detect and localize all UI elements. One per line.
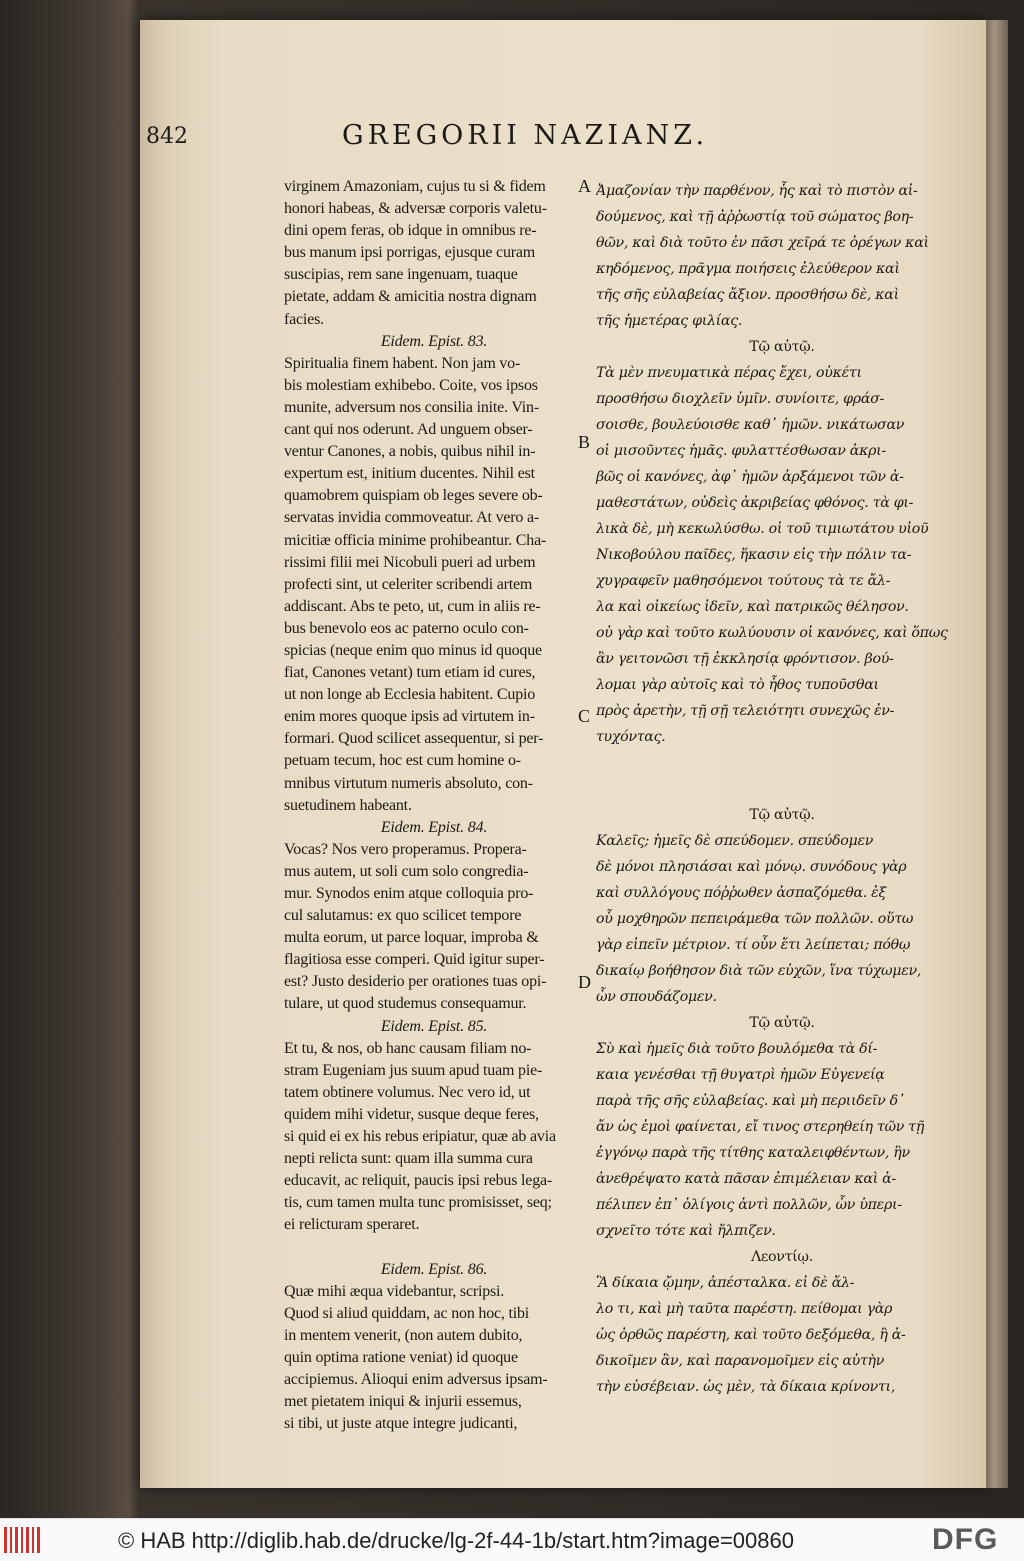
text-line: πέλιπεν ἐπ᾽ ὀλίγοις ἀντὶ πολλῶν, ὧν ὑπερι-: [596, 1197, 902, 1213]
text-line: bus manum ipsi porrigas, ejusque curam: [284, 244, 536, 262]
text-line: λικὰ δὲ, μὴ κεκωλύσθω. οἱ τοῦ τιμιωτάτου υἱοῦ: [596, 521, 929, 537]
text-line: quamobrem quispiam ob leges severe ob-: [284, 487, 543, 505]
text-line: spicias (neque enim quo minus id quoque: [284, 641, 542, 659]
text-line: quidem mihi videtur, susque deque feres,: [284, 1105, 539, 1123]
text-line: ei relicturam speraret.: [284, 1216, 420, 1234]
viewer-footer: [0, 1518, 1024, 1561]
text-line: πρὸς ἀρετὴν, τῇ σῇ τελειότητι συνεχῶς ἐν-: [596, 703, 895, 719]
text-line: tatem obtinere volumus. Nec vero id, ut: [284, 1083, 531, 1101]
page-edge: [986, 20, 1008, 1488]
text-line: οὐ γὰρ καὶ τοῦτο κωλύουσιν οἱ κανόνες, καὶ ὅπως: [596, 625, 948, 641]
text-line: [284, 1237, 584, 1259]
letter-heading: Τῷ αὐτῷ.: [749, 1015, 815, 1031]
text-line: in mentem venerit, (non autem dubito,: [284, 1326, 523, 1344]
text-line: tis, cum tamen multa tunc promisisset, seq;: [284, 1194, 552, 1212]
text-line: micitiæ officia minime prohibeantur. Cha-: [284, 531, 547, 549]
copyright-link[interactable]: © HAB http://diglib.hab.de/drucke/lg-2f-44-1b/start.htm?image=00860: [118, 1528, 794, 1553]
text-line: est? Justo desiderio per orationes tuas opi-: [284, 973, 547, 991]
text-line: τῆς ἡμετέρας φιλίας.: [596, 313, 743, 329]
text-line: cant qui nos oderunt. Ad unguem obser-: [284, 421, 533, 439]
margin-marker-b: B: [578, 432, 591, 452]
text-line: virginem Amazoniam, cujus tu si & fidem: [284, 178, 546, 195]
text-line: βῶς οἱ κανόνες, ἀφ᾽ ἡμῶν ἀρξάμενοι τῶν ἀ-: [596, 469, 904, 485]
page-number: 842: [146, 124, 188, 149]
text-line: flagitiosa esse comperi. Quid igitur super-: [284, 951, 545, 969]
text-line: τὴν εὐσέβειαν. ὡς μὲν, τὰ δίκαια κρίνοντι,: [596, 1379, 896, 1395]
letter-heading: Eidem. Epist. 86.: [380, 1260, 488, 1278]
text-line: rissimi filii mei Nicobuli pueri ad urbem: [284, 553, 536, 571]
text-line: μαθεστάτων, οὐδεὶς ἀκριβείας φθόνος. τὰ φι-: [596, 495, 914, 511]
running-title: GREGORII NAZIANZ.: [342, 120, 709, 151]
text-line: Quæ mihi æqua videbantur, scripsi.: [284, 1282, 505, 1300]
text-line: suscipias, rem sane ingenuam, tuaque: [284, 266, 518, 284]
text-line: παρὰ τῆς σῆς εὐλαβείας. καὶ μὴ περιιδεῖν δ᾽: [596, 1093, 905, 1109]
text-line: δικοῖμεν ἂν, καὶ παρανομοῖμεν εἰς αὐτὴν: [596, 1353, 885, 1369]
text-line: petuam tecum, hoc est cum homine o-: [284, 752, 521, 770]
text-line: fiat, Canones vetant) tum etiam id cures,: [284, 664, 536, 682]
text-line: si tibi, ut juste atque integre judicanti,: [284, 1415, 518, 1433]
text-line: pietate, addam & amicitia nostra dignam: [284, 288, 537, 306]
letter-heading: Λεοντίῳ.: [751, 1249, 813, 1265]
text-line: λο τι, καὶ μὴ ταῦτα παρέστη. πείθομαι γὰρ: [596, 1301, 893, 1317]
text-line: munite, adversum nos consilia inite. Vin-: [284, 398, 539, 416]
text-line: tulare, ut quod studemus consequamur.: [284, 995, 527, 1013]
text-line: Ἀμαζονίαν τὴν παρθένον, ἧς καὶ τὸ πιστὸν αἰ-: [596, 183, 918, 199]
text-line: λα καὶ οἰκείως ἰδεῖν, καὶ πατρικῶς θέλησον.: [596, 599, 909, 615]
page-header: [146, 118, 786, 158]
text-line: Ἃ δίκαια ᾤμην, ἀπέσταλκα. εἰ δὲ ἄλ-: [596, 1275, 855, 1291]
text-line: τῆς σῆς εὐλαβείας ἄξιον. προσθήσω δὲ, καὶ: [596, 287, 899, 303]
text-line: expertum est, initium ducentes. Nihil est: [284, 465, 535, 483]
text-line: λομαι γὰρ αὐτοῖς καὶ τὸ ἦθος τυποῦσθαι: [596, 677, 879, 693]
text-line: accipiemus. Alioqui enim adversus ipsam-: [284, 1371, 548, 1389]
text-line: facies.: [284, 310, 324, 328]
text-line: ὡς ὀρθῶς παρέστη, καὶ τοῦτο δεξόμεθα, ἢ ἀ-: [596, 1327, 906, 1343]
text-line: δὲ μόνοι πλησιάσαι καὶ μόνῳ. συνόδους γὰρ: [596, 859, 907, 875]
text-line: profecti sint, ut celeriter scribendi artem: [284, 575, 533, 593]
text-line: γὰρ εἰπεῖν μέτριον. τί οὖν ἔτι λείπεται; πόθῳ: [596, 937, 911, 953]
hab-logo-icon: [4, 1527, 40, 1553]
latin-column: [284, 176, 584, 1435]
text-line: Spiritualia finem habent. Non jam vo-: [284, 354, 521, 372]
text-line: addiscant. Abs te peto, ut, cum in aliis re-: [284, 597, 541, 615]
text-line: Σὺ καὶ ἡμεῖς διὰ τοῦτο βουλόμεθα τὰ δί-: [596, 1041, 878, 1057]
text-line: stram Eugeniam jus suum apud tuam pie-: [284, 1061, 543, 1079]
letter-heading: Eidem. Epist. 85.: [380, 1017, 488, 1035]
text-line: Et tu, & nos, ob hanc causam filiam no-: [284, 1039, 532, 1057]
text-line: dini opem feras, ob idque in omnibus re-: [284, 222, 537, 240]
text-line: ἄν ὡς ἐμοὶ φαίνεται, εἴ τινος στερηθείη τῶν τῇ: [596, 1119, 925, 1135]
text-line: κηδόμενος, πρᾶγμα ποιήσεις ἐλεύθερον καὶ: [596, 261, 900, 277]
text-line: Νικοβούλου παῖδες, ἥκασιν εἰς τὴν πόλιν τα-: [596, 547, 912, 563]
text-line: suetudinem habeant.: [284, 796, 412, 814]
margin-marker-d: D: [578, 972, 591, 992]
text-line: Vocas? Nos vero properamus. Propera-: [284, 840, 527, 858]
text-line: [596, 776, 968, 802]
text-line: σχνεῖτο τότε καὶ ἤλπιζεν.: [596, 1223, 776, 1239]
text-line: οὗ μοχθηρῶν πεπειράμεθα τῶν πολλῶν. οὕτω: [596, 911, 914, 927]
text-line: Quod si aliud quiddam, ac non hoc, tibi: [284, 1304, 530, 1322]
text-line: servatas invidia commoveatur. At vero a-: [284, 509, 540, 527]
letter-heading: Eidem. Epist. 84.: [380, 818, 488, 836]
text-line: τυχόντας.: [596, 729, 666, 745]
text-line: [596, 750, 968, 776]
text-line: formari. Quod scilicet assequentur, si per-: [284, 730, 544, 748]
text-line: mur. Synodos enim atque colloquia pro-: [284, 885, 534, 902]
letter-heading: Τῷ αὐτῷ.: [749, 339, 815, 355]
text-line: si quid ei ex his rebus eripiatur, quæ ab avia: [284, 1128, 556, 1146]
dfg-logo: DFG: [932, 1523, 999, 1556]
text-line: ut non longe ab Ecclesia habitent. Cupio: [284, 686, 536, 704]
text-line: cul salutamus: ex quo scilicet tempore: [284, 907, 522, 925]
margin-marker-a: A: [578, 176, 591, 196]
text-line: bis molestiam exhibebo. Coite, vos ipsos: [284, 376, 538, 394]
text-line: προσθήσω διοχλεῖν ὑμῖν. συνίοιτε, φράσ-: [596, 391, 885, 407]
greek-column: [596, 178, 968, 1400]
text-line: quin optima ratione veniat) id quoque: [284, 1348, 518, 1366]
text-line: mus autem, ut soli cum solo congredia-: [284, 862, 529, 880]
text-line: δούμενος, καὶ τῇ ἀῤῥωστίᾳ τοῦ σώματος βοη-: [596, 209, 914, 225]
text-line: bus benevolo eos ac paterno oculo con-: [284, 619, 529, 637]
text-line: multa eorum, ut parce loquar, improba &: [284, 929, 539, 947]
text-line: Καλεῖς; ἡμεῖς δὲ σπεύδομεν. σπεύδομεν: [596, 833, 874, 849]
text-line: ὧν σπουδάζομεν.: [596, 989, 717, 1005]
margin-marker-c: C: [578, 706, 591, 726]
text-line: ἀνεθρέψατο κατὰ πᾶσαν ἐπιμέλειαν καὶ ἀ-: [596, 1171, 896, 1187]
text-line: mnibus virtutum numeris absoluto, con-: [284, 774, 533, 792]
text-line: enim mores quoque ipsis ad virtutem in-: [284, 708, 535, 726]
text-line: ventur Canones, a nobis, quibus nihil in-: [284, 443, 536, 461]
text-line: δικαίῳ βοήθησον διὰ τῶν εὐχῶν, ἵνα τύχωμεν,: [596, 963, 922, 979]
text-line: καια γενέσθαι τῇ θυγατρὶ ἡμῶν Εὐγενείᾳ: [596, 1067, 885, 1083]
text-line: Τὰ μὲν πνευματικὰ πέρας ἔχει, οὐκέτι: [596, 365, 862, 381]
text-line: met pietatem iniqui & injurii essemus,: [284, 1393, 522, 1411]
text-line: χυγραφεῖν μαθησόμενοι τούτους τὰ τε ἄλ-: [596, 573, 891, 589]
text-line: καὶ συλλόγους πόῤῥωθεν ἀσπαζόμεθα. ἐξ: [596, 885, 887, 901]
letter-heading: Τῷ αὐτῷ.: [749, 807, 815, 823]
text-line: nepti relicta sunt: quam illa summa cura: [284, 1150, 533, 1168]
text-line: ἂν γειτονῶσι τῇ ἐκκλησίᾳ φρόντισον. βού-: [596, 651, 894, 667]
text-line: θῶν, καὶ διὰ τοῦτο ἐν πᾶσι χεῖρά τε ὀρέγων καὶ: [596, 235, 929, 251]
text-line: educavit, ac reliquit, paucis ipsi rebus lega-: [284, 1172, 553, 1190]
letter-heading: Eidem. Epist. 83.: [380, 332, 488, 350]
text-line: σοισθε, βουλεύοισθε καθ᾽ ἡμῶν. νικάτωσαν: [596, 417, 905, 433]
text-line: ἐγγόνῳ παρὰ τῆς τίτθης καταλειφθέντων, ἣν: [596, 1145, 910, 1161]
text-line: honori habeas, & adversæ corporis valetu-: [284, 200, 547, 218]
text-line: οἱ μισοῦντες ἡμᾶς. φυλαττέσθωσαν ἀκρι-: [596, 443, 886, 459]
